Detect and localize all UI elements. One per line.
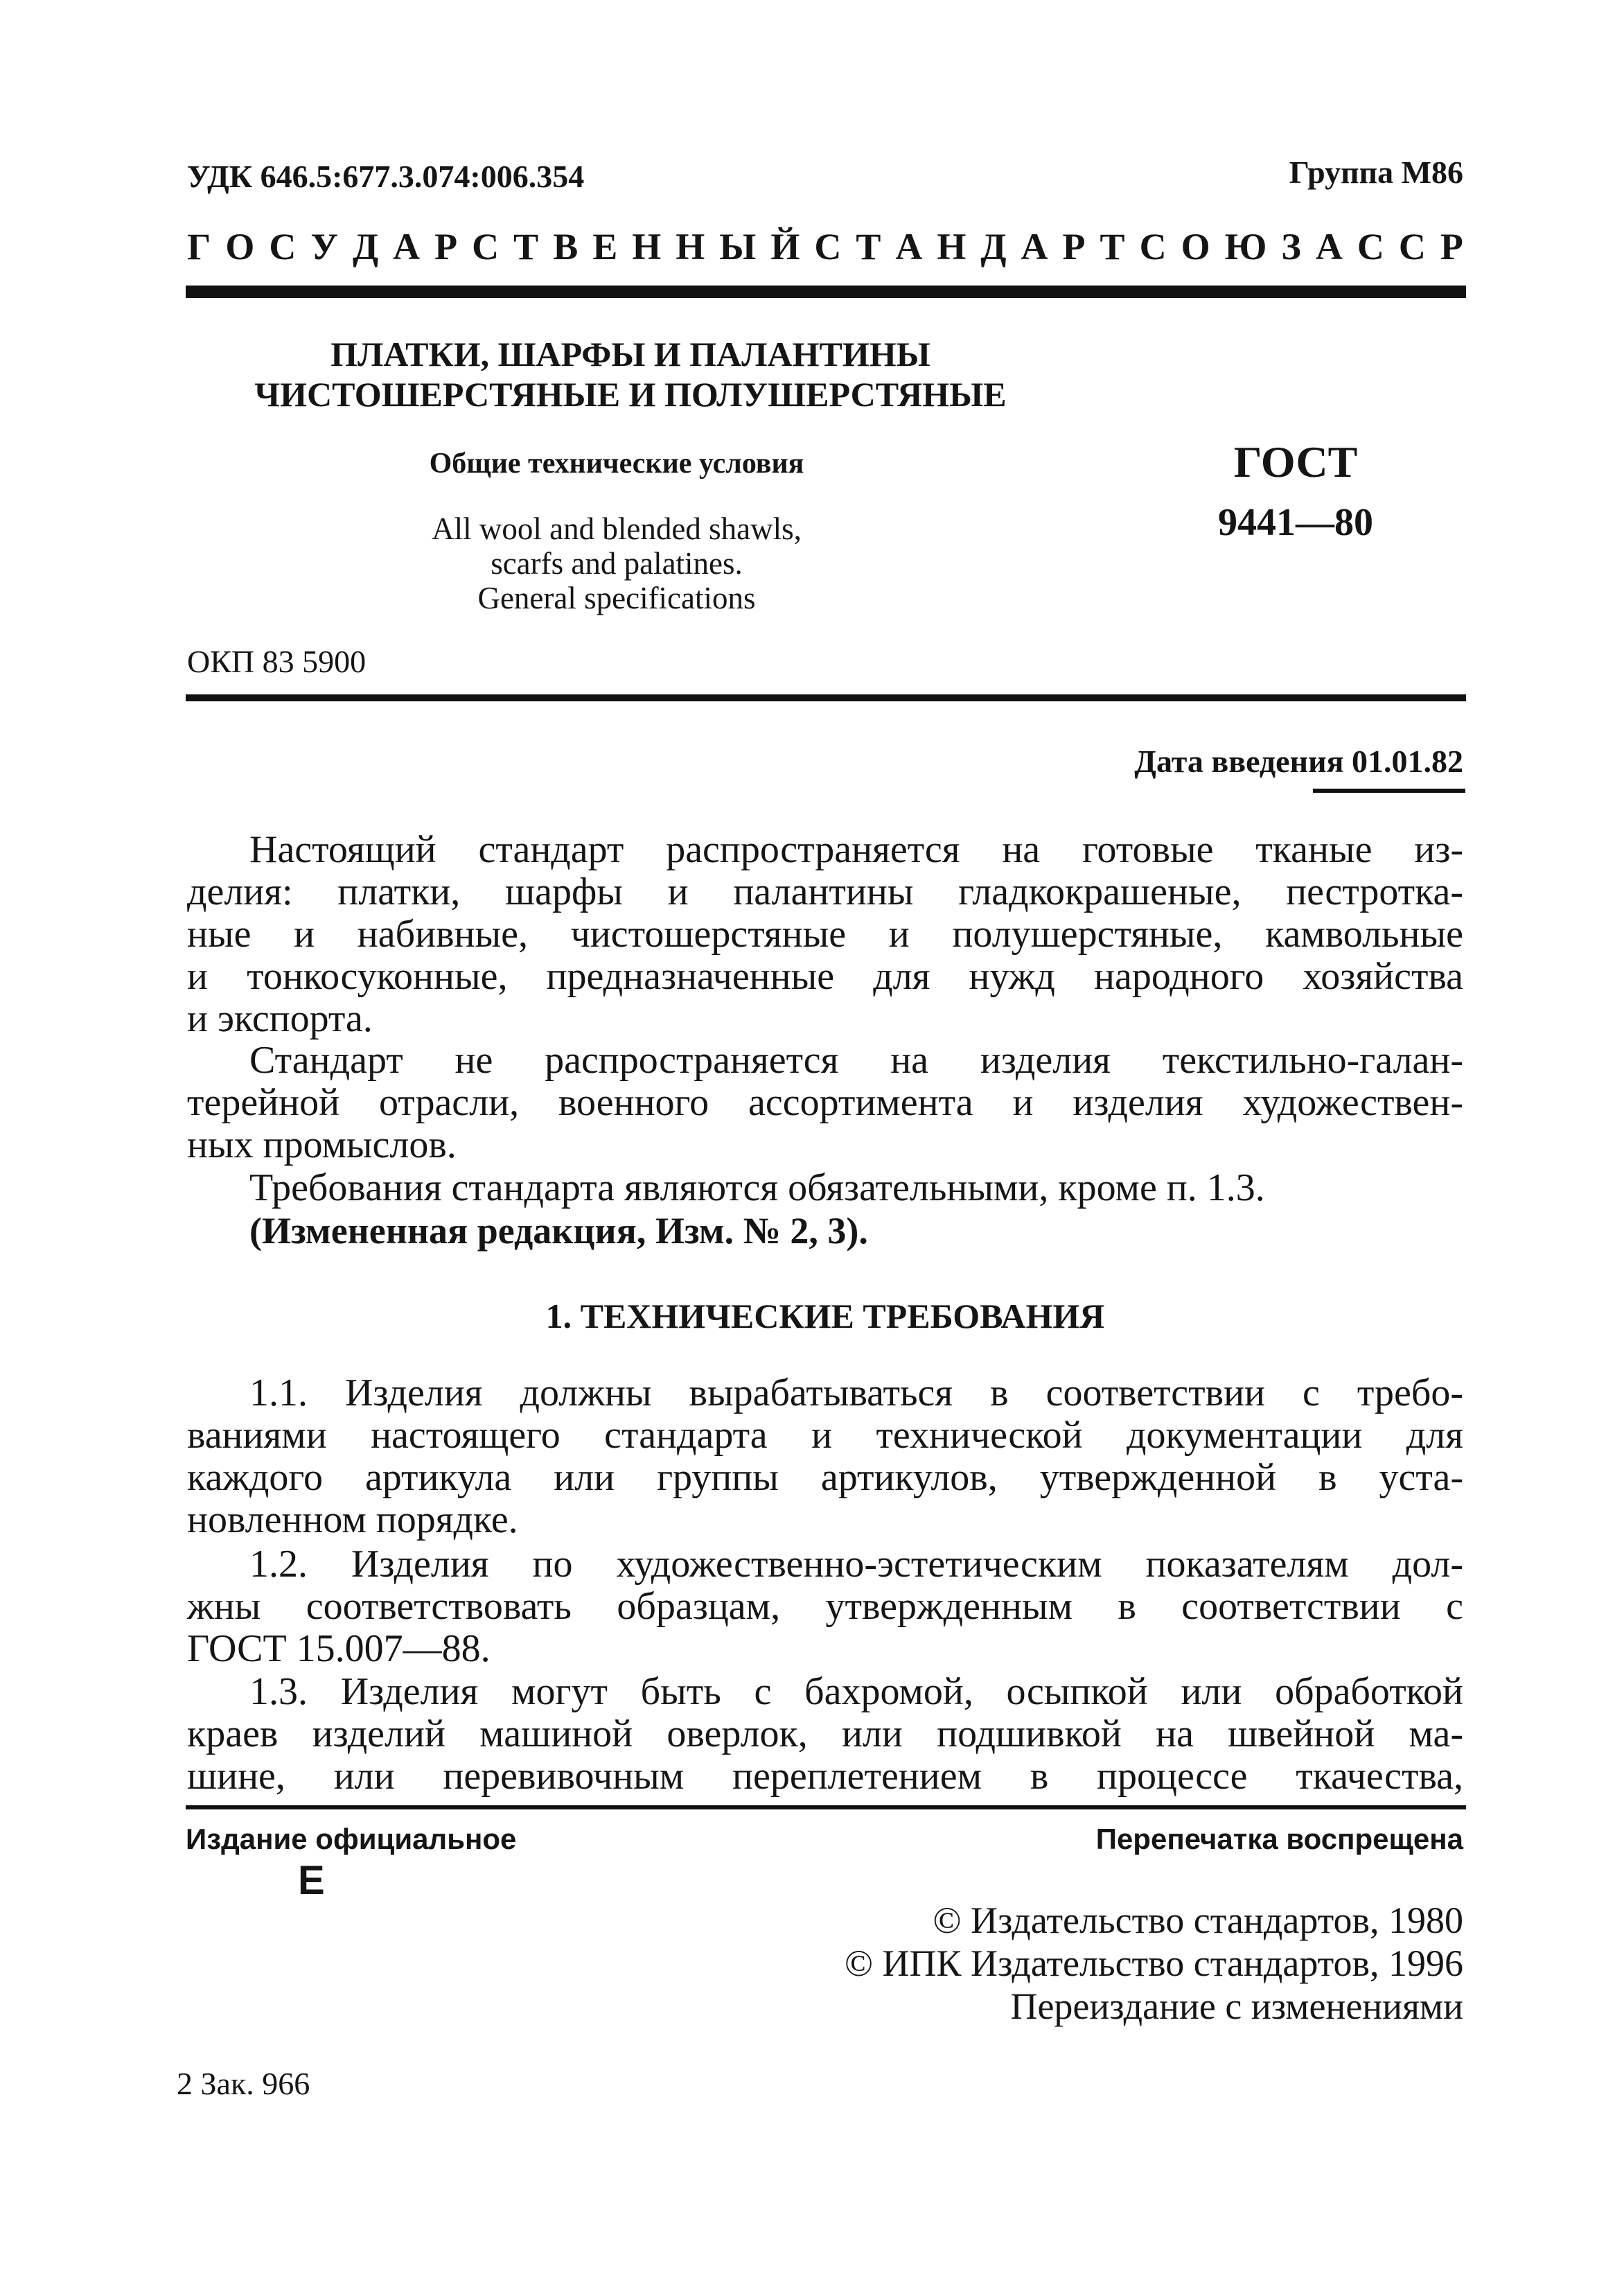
banner-letter: О bbox=[225, 226, 255, 268]
banner-letter: С bbox=[814, 226, 842, 268]
state-standard-banner bbox=[187, 225, 1463, 268]
banner-letter: С bbox=[1357, 226, 1384, 268]
banner-letter: Р bbox=[434, 226, 458, 268]
title-line-2: ЧИСТОШЕРСТЯНЫЕ И ПОЛУШЕРСТЯНЫЕ bbox=[254, 375, 1007, 414]
banner-letter: А bbox=[393, 226, 421, 268]
order-number: 2 Зак. 966 bbox=[177, 2066, 310, 2101]
banner-letter: Т bbox=[856, 226, 881, 268]
banner-letter: Н bbox=[937, 226, 967, 268]
banner-letter: С bbox=[472, 226, 500, 268]
paragraph-line: краев изделий машиной оверлок, или подшивкой на швейной ма- bbox=[187, 1712, 1463, 1755]
english-title-line-2: scarfs and palatines. bbox=[491, 546, 743, 581]
clause-1-3 bbox=[187, 1671, 1463, 1798]
banner-letter: А bbox=[1315, 226, 1343, 268]
paragraph-line: ных промыслов. bbox=[187, 1123, 457, 1166]
paragraph-line: жны соответствовать образцам, утвержденным в соответствии с bbox=[187, 1585, 1463, 1628]
banner-letter: Т bbox=[1100, 226, 1125, 268]
title-rule bbox=[186, 694, 1466, 701]
paragraph-line: 1.2. Изделия по художественно-эстетическим показателям дол- bbox=[249, 1543, 1463, 1586]
paragraph-line: ные и набивные, чистошерстяные и полушерстяные, камвольные bbox=[187, 913, 1463, 956]
gost-number: 9441—80 bbox=[1218, 501, 1373, 544]
banner-letter: Й bbox=[770, 226, 800, 268]
banner-letter: Н bbox=[632, 226, 662, 268]
english-title-line-3: General specifications bbox=[477, 581, 756, 615]
banner-letter: Р bbox=[1440, 226, 1463, 268]
banner-letter: С bbox=[1139, 226, 1167, 268]
section-1-heading: 1. ТЕХНИЧЕСКИЕ ТРЕБОВАНИЯ bbox=[545, 1297, 1105, 1335]
english-title bbox=[305, 511, 928, 615]
okp-code: ОКП 83 5900 bbox=[187, 644, 367, 679]
banner-letter: Н bbox=[676, 226, 705, 268]
banner-letter: О bbox=[1181, 226, 1210, 268]
paragraph-line: Стандарт не распространяется на изделия текстильно-галан- bbox=[249, 1039, 1463, 1082]
document-subtitle: Общие технические условия bbox=[429, 448, 804, 480]
banner-letter: В bbox=[553, 226, 579, 268]
paragraph-line: шине, или перевивочным переплетением в процессе ткачества, bbox=[187, 1755, 1463, 1798]
document-title bbox=[249, 334, 1012, 414]
intro-paragraph-2 bbox=[187, 1040, 1463, 1166]
udk-code: УДК 646.5:677.3.074:006.354 bbox=[187, 159, 585, 194]
banner-letter: Д bbox=[980, 226, 1007, 268]
paragraph-line: новленном порядке. bbox=[187, 1498, 518, 1541]
paragraph-line: 1.3. Изделия могут быть с бахромой, осыпкой или обработкой bbox=[249, 1670, 1463, 1713]
title-line-1: ПЛАТКИ, ШАРФЫ И ПАЛАНТИНЫ bbox=[330, 335, 930, 374]
clause-1-1 bbox=[187, 1372, 1463, 1541]
group-code: Группа М86 bbox=[1289, 155, 1463, 190]
banner-letter: Р bbox=[1062, 226, 1086, 268]
paragraph-line: терейной отрасли, военного ассортимента и изделия художествен- bbox=[187, 1081, 1463, 1124]
paragraph-line: 1.1. Изделия должны вырабатываться в соответствии с требо- bbox=[249, 1371, 1463, 1414]
paragraph-line: Требования стандарта являются обязательными, кроме п. 1.3. bbox=[249, 1166, 1265, 1209]
paragraph-line: и тонкосуконные, предназначенные для нужд народного хозяйства bbox=[187, 955, 1463, 998]
intro-paragraph-1 bbox=[187, 829, 1463, 1040]
banner-letter: Д bbox=[353, 226, 379, 268]
reissue-note: Переиздание с изменениями bbox=[1010, 1985, 1463, 2027]
official-edition-label: Издание официальное bbox=[186, 1823, 517, 1855]
banner-letter: З bbox=[1281, 226, 1301, 268]
paragraph-line: ГОСТ 15.007—88. bbox=[187, 1627, 491, 1670]
paragraph-line: ваниями настоящего стандарта и технической документации для bbox=[187, 1414, 1463, 1457]
banner-letter: Ю bbox=[1224, 226, 1267, 268]
gost-label: ГОСТ bbox=[1233, 437, 1358, 486]
footer-rule bbox=[186, 1805, 1466, 1809]
copyright-1980: © Издательство стандартов, 1980 bbox=[933, 1900, 1463, 1941]
header-rule bbox=[186, 286, 1466, 298]
intro-paragraph-3 bbox=[187, 1167, 1463, 1209]
paragraph-line: каждого артикула или группы артикулов, утвержденной в уста- bbox=[187, 1456, 1463, 1499]
banner-letter: С bbox=[269, 226, 297, 268]
amendment-note: (Измененная редакция, Изм. № 2, 3). bbox=[249, 1210, 868, 1252]
banner-letter: Г bbox=[187, 226, 211, 268]
date-underline bbox=[1313, 789, 1465, 793]
edition-mark: Е bbox=[298, 1858, 325, 1903]
banner-letter: А bbox=[1021, 226, 1048, 268]
english-title-line-1: All wool and blended shawls, bbox=[432, 511, 802, 546]
paragraph-line: делия: платки, шарфы и палантины гладкокрашеные, пестротка- bbox=[187, 870, 1463, 913]
reprint-prohibited-label: Перепечатка воспрещена bbox=[1095, 1823, 1463, 1855]
banner-letter: Е bbox=[592, 226, 618, 268]
banner-letter: Ы bbox=[719, 226, 757, 268]
paragraph-line: Настоящий стандарт распространяется на готовые тканые из- bbox=[249, 828, 1463, 871]
banner-letter: У bbox=[310, 226, 339, 268]
clause-1-2 bbox=[187, 1543, 1463, 1670]
intro-date: Дата введения 01.01.82 bbox=[1134, 744, 1463, 779]
paragraph-line: и экспорта. bbox=[187, 997, 373, 1040]
banner-letter: А bbox=[895, 226, 923, 268]
copyright-1996: © ИПК Издательство стандартов, 1996 bbox=[845, 1942, 1463, 1984]
banner-letter: С bbox=[1398, 226, 1426, 268]
banner-letter: Т bbox=[513, 226, 539, 268]
